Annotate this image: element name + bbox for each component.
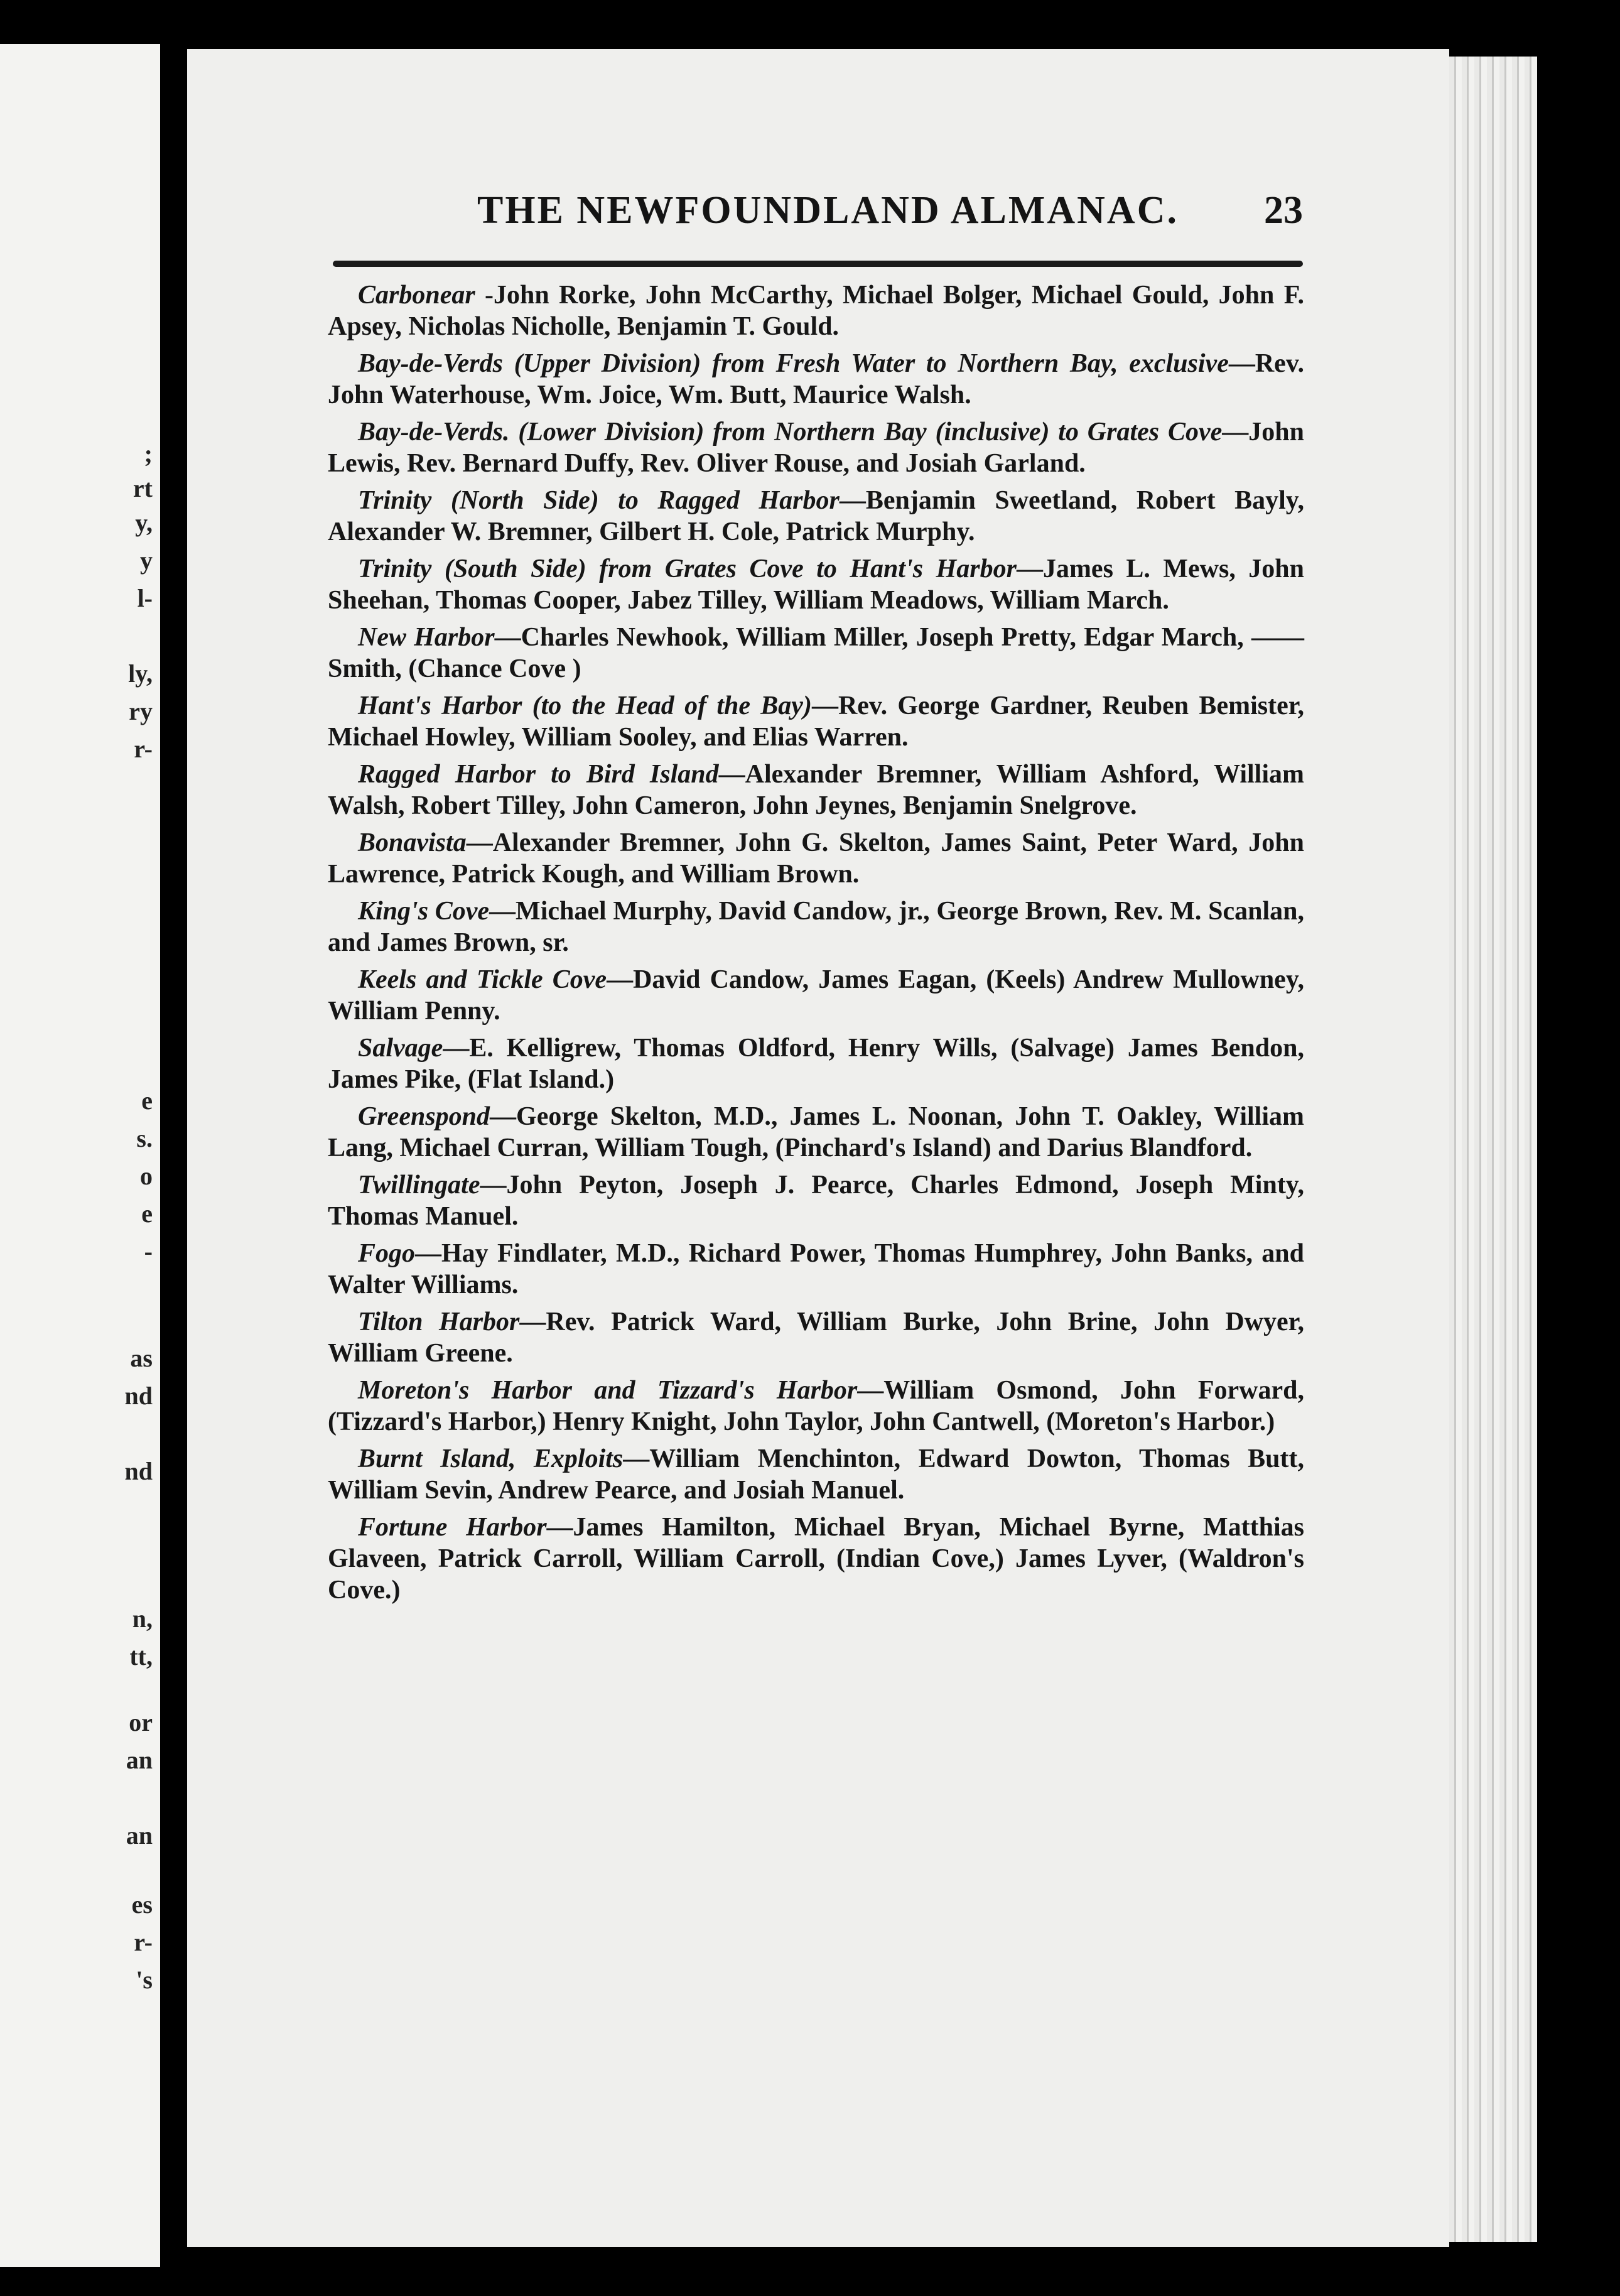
district-entry (328, 1032, 1304, 1095)
commissioner-names: —Hay Findlater, M.D., Richard Power, Thomas Humphrey, John Banks, and Walter Williams. (328, 1239, 1304, 1299)
district-entry (328, 279, 1304, 342)
commissioner-names: —Rev. Patrick Ward, William Burke, John Brine, John Dwyer, William Greene. (328, 1308, 1304, 1368)
left-page-text: tt, (129, 1642, 153, 1671)
commissioner-names: —James L. Mews, John Sheehan, Thomas Cooper, Jabez Tilley, William Meadows, William March. (328, 555, 1304, 615)
district-entry (328, 964, 1304, 1027)
left-page-text: l- (137, 584, 153, 612)
district-entry (328, 1443, 1304, 1506)
district-entry (328, 759, 1304, 821)
district-entry (328, 1512, 1304, 1606)
district-entry (328, 1101, 1304, 1164)
commissioner-names: —Michael Murphy, David Candow, jr., George Brown, Rev. M. Scanlan, and James Brown, sr. (328, 897, 1304, 957)
commissioner-names: —George Skelton, M.D., James L. Noonan, John T. Oakley, William Lang, Michael Curran, William Tough, (Pinchard's Island) and Darius Blandford. (328, 1102, 1304, 1162)
district-name: Fogo (358, 1239, 416, 1268)
left-page-text: r- (134, 735, 153, 763)
left-page-text: ry (129, 697, 153, 725)
district-name: Keels and Tickle Cove (358, 965, 607, 994)
commissioner-names: —James Hamilton, Michael Bryan, Michael Byrne, Matthias Glaveen, Patrick Carroll, William Carroll, (Indian Cove,) James Lyver, (Waldron's Cove.) (328, 1513, 1304, 1605)
commissioner-names: —Benjamin Sweetland, Robert Bayly, Alexander W. Bremner, Gilbert H. Cole, Patrick Murphy. (328, 486, 1304, 546)
left-page-text: nd (124, 1382, 153, 1410)
district-name: Hant's Harbor (to the Head of the Bay) (358, 691, 812, 720)
district-name: Burnt Island, Exploits (358, 1444, 624, 1473)
district-entry (328, 622, 1304, 685)
district-name: King's Cove (358, 897, 490, 926)
district-name: Salvage (358, 1034, 443, 1063)
commissioner-names: —Rev. John Waterhouse, Wm. Joice, Wm. Butt, Maurice Walsh. (328, 349, 1304, 409)
running-title: THE NEWFOUNDLAND ALMANAC. (477, 189, 1179, 232)
district-name: New Harbor (358, 623, 495, 652)
left-page-text: or (129, 1708, 153, 1736)
district-entry (328, 1375, 1304, 1438)
left-page-text: ly, (128, 659, 153, 688)
district-name: Carbonear (358, 281, 475, 310)
commissioner-names: —E. Kelligrew, Thomas Oldford, Henry Wills, (Salvage) James Bendon, James Pike, (Flat Island.) (328, 1034, 1304, 1094)
commissioner-names: —Alexander Bremner, William Ashford, William Walsh, Robert Tilley, John Cameron, John Jeynes, Benjamin Snelgrove. (328, 760, 1304, 820)
district-entry (328, 485, 1304, 548)
district-name: Moreton's Harbor and Tizzard's Harbor (358, 1376, 858, 1405)
commissioner-list (328, 279, 1304, 1611)
district-entry (328, 416, 1304, 479)
district-name: Greenspond (358, 1102, 490, 1131)
district-entry (328, 348, 1304, 411)
commissioner-names: —William Menchinton, Edward Dowton, Thomas Butt, William Sevin, Andrew Pearce, and Josiah Manuel. (328, 1444, 1305, 1505)
left-page-text: an (126, 1821, 153, 1849)
district-name: Trinity (North Side) to Ragged Harbor (358, 486, 840, 515)
commissioner-names: —Alexander Bremner, John G. Skelton, James Saint, Peter Ward, John Lawrence, Patrick Kough, and William Brown. (328, 828, 1304, 889)
district-name: Bonavista (358, 828, 467, 857)
left-page-text: - (144, 1237, 153, 1265)
left-page-text: 's (136, 1966, 153, 1994)
commissioner-names: —Charles Newhook, William Miller, Joseph Pretty, Edgar March, —— Smith, (Chance Cove ) (328, 623, 1304, 683)
left-page-text: e (141, 1086, 153, 1115)
district-name: Bay-de-Verds (Upper Division) from Fresh Water to Northern Bay, exclusive (358, 349, 1229, 378)
district-name: Bay-de-Verds. (Lower Division) from Northern Bay (inclusive) to Grates Cove (358, 418, 1223, 447)
district-entry (328, 896, 1304, 958)
district-entry (328, 827, 1304, 890)
left-page-text: e (141, 1199, 153, 1228)
left-page-text: as (130, 1344, 153, 1372)
commissioner-names: —John Lewis, Rev. Bernard Duffy, Rev. Oliver Rouse, and Josiah Garland. (328, 418, 1304, 478)
district-entry (328, 1169, 1304, 1232)
commissioner-names: —William Osmond, John Forward, (Tizzard's Harbor,) Henry Knight, John Taylor, John Cantwell, (Moreton's Harbor.) (328, 1376, 1305, 1436)
district-name: Twillingate (358, 1171, 480, 1199)
commissioner-names: —David Candow, James Eagan, (Keels) Andrew Mullowney, William Penny. (328, 965, 1304, 1026)
left-page-text: y (140, 546, 153, 575)
district-name: Tilton Harbor (358, 1308, 520, 1336)
left-page-text: o (140, 1162, 153, 1190)
commissioner-names: -John Rorke, John McCarthy, Michael Bolger, Michael Gould, John F. Apsey, Nicholas Nicholle, Benjamin T. Gould. (328, 281, 1304, 341)
header-rule (333, 261, 1303, 267)
left-page-text: r- (134, 1928, 153, 1956)
page-header (289, 188, 1303, 239)
commissioner-names: —John Peyton, Joseph J. Pearce, Charles Edmond, Joseph Minty, Thomas Manuel. (328, 1171, 1304, 1231)
left-page-text: rt (132, 474, 153, 502)
left-page-text: n, (132, 1605, 153, 1633)
left-page-text: s. (136, 1124, 153, 1152)
page-number: 23 (1264, 189, 1303, 232)
district-name: Fortune Harbor (358, 1513, 547, 1542)
district-entry (328, 690, 1304, 753)
left-page-text: y, (135, 509, 153, 537)
district-entry (328, 1238, 1304, 1301)
page-edges (1449, 57, 1537, 2242)
left-page-text: ; (144, 440, 153, 468)
left-page-text: an (126, 1746, 153, 1774)
left-page-text: es (131, 1890, 153, 1919)
district-entry (328, 553, 1304, 616)
left-page-fragment (0, 44, 160, 2267)
district-name: Ragged Harbor to Bird Island (358, 760, 719, 789)
left-page-text: nd (124, 1457, 153, 1485)
district-entry (328, 1306, 1304, 1369)
commissioner-names: —Rev. George Gardner, Reuben Bemister, Michael Howley, William Sooley, and Elias Warren. (328, 691, 1305, 752)
district-name: Trinity (South Side) from Grates Cove to Hant's Harbor (358, 555, 1017, 583)
